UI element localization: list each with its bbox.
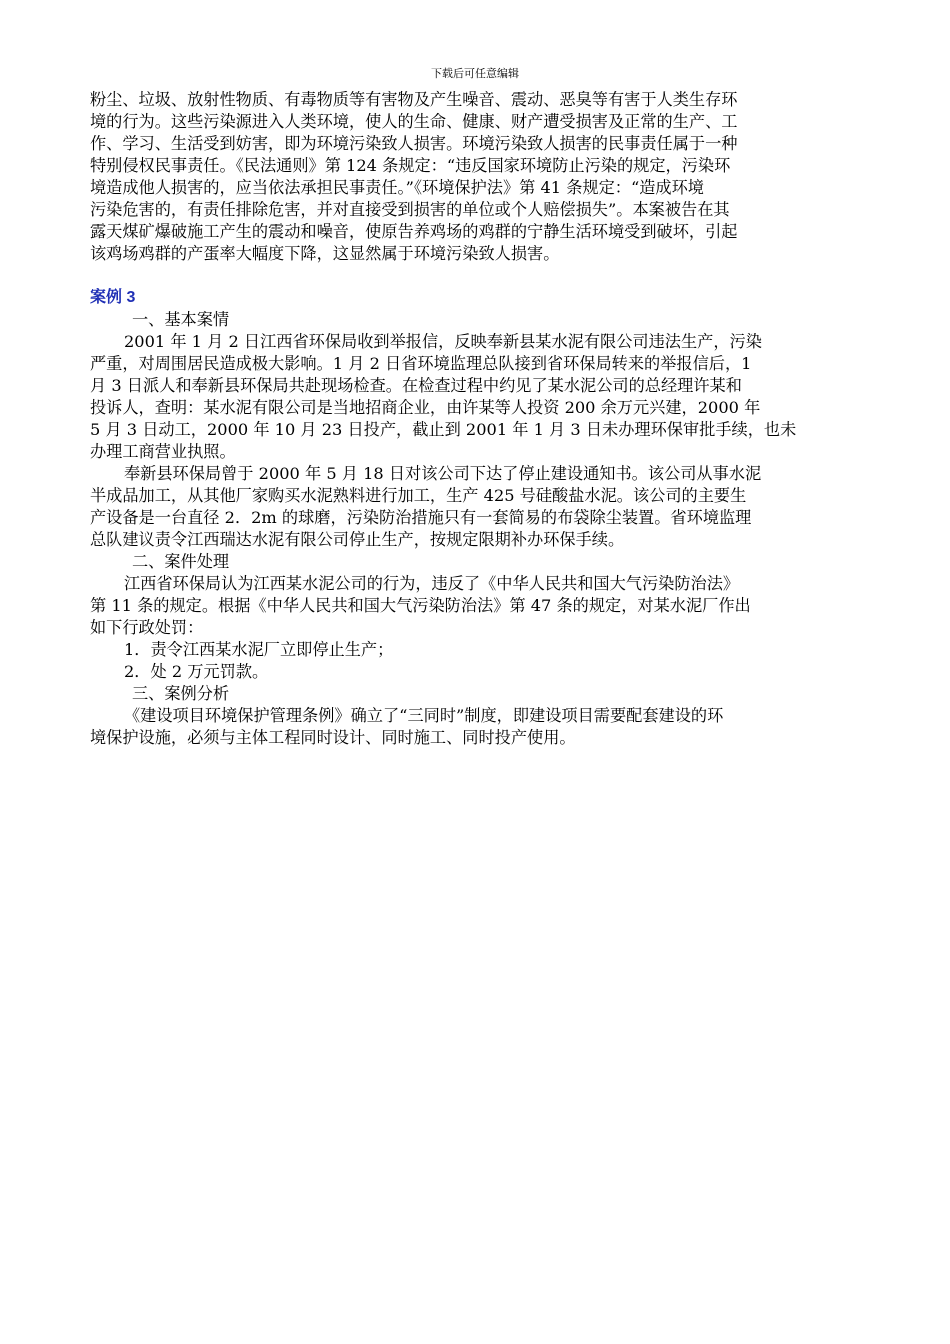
analysis-paragraph [90,705,862,749]
text-line: 《建设项目环境保护管理条例》确立了“三同时”制度，即建设项目需要配套建设的环 [124,706,724,725]
section-heading-analysis: 三、案例分析 [132,684,230,703]
text-line: 污染危害的，有责任排除危害，并对直接受到损害的单位或个人赔偿损失”。本案被告在其 [90,200,730,219]
text-line: 露天煤矿爆破施工产生的震动和噪音，使原告养鸡场的鸡群的宁静生活环境受到破坏，引起 [90,222,738,241]
section-heading-basic-facts: 一、基本案情 [132,310,230,329]
text-line: 第 11 条的规定。根据《中华人民共和国大气污染防治法》第 47 条的规定，对某水泥厂作出 [90,596,751,615]
text-line: 奉新县环保局曾于 2000 年 5 月 18 日对该公司下达了停止建设通知书。该公司从事水泥 [124,464,762,483]
text-line: 如下行政处罚： [90,618,204,637]
text-line: 江西省环保局认为江西某水泥公司的行为，违反了《中华人民共和国大气污染防治法》 [124,574,740,593]
section-heading-handling: 二、案件处理 [132,552,230,571]
list-item: 1．责令江西某水泥厂立即停止生产； [124,640,394,659]
text-line: 该鸡场鸡群的产蛋率大幅度下降，这显然属于环境污染致人损害。 [90,244,560,263]
facts-paragraph-2 [90,463,862,551]
text-line: 半成品加工，从其他厂家购买水泥熟料进行加工，生产 425 号硅酸盐水泥。该公司的主要生 [90,486,747,505]
text-line: 2001 年 1 月 2 日江西省环保局收到举报信，反映奉新县某水泥有限公司违法生产，污染 [124,332,762,351]
list-item: 2．处 2 万元罚款。 [124,662,269,681]
text-line: 投诉人，查明：某水泥有限公司是当地招商企业，由许某等人投资 200 余万元兴建，2000 年 [90,398,761,417]
text-line: 月 3 日派人和奉新县环保局共赴现场检查。在检查过程中约见了某水泥公司的总经理许某和 [90,376,742,395]
text-line: 办理工商营业执照。 [90,442,236,461]
intro-paragraph [90,89,862,265]
document-body [90,89,862,749]
facts-paragraph [90,331,862,463]
text-line: 产设备是一台直径 2．2m 的球磨，污染防治措施只有一套简易的布袋除尘装置。省环境监理 [90,508,752,527]
handling-paragraph [90,573,862,639]
text-line: 境的行为。这些污染源进入人类环境，使人的生命、健康、财产遭受损害及正常的生产、工 [90,112,738,131]
text-line: 境保护设施，必须与主体工程同时设计、同时施工、同时投产使用。 [90,728,576,747]
text-line: 5 月 3 日动工，2000 年 10 月 23 日投产，截止到 2001 年 1 月 3 日未办理环保审批手续，也未 [90,420,797,439]
page-header: 下载后可任意编辑 [431,67,519,80]
penalty-list [90,639,862,683]
text-line: 粉尘、垃圾、放射性物质、有毒物质等有害物及产生噪音、震动、恶臭等有害于人类生存环 [90,90,738,109]
text-line: 特别侵权民事责任。《民法通则》第 124 条规定：“违反国家环境防止污染的规定，污染环 [90,156,731,175]
text-line: 境造成他人损害的，应当依法承担民事责任。”《环境保护法》第 41 条规定：“造成环境 [90,178,704,197]
case-title: 案例 3 [90,289,136,306]
text-line: 作、学习、生活受到妨害，即为环境污染致人损害。环境污染致人损害的民事责任属于一种 [90,134,738,153]
text-line: 总队建议责令江西瑞达水泥有限公司停止生产，按规定限期补办环保手续。 [90,530,625,549]
text-line: 严重，对周围居民造成极大影响。1 月 2 日省环境监理总队接到省环保局转来的举报信后，1 [90,354,752,373]
